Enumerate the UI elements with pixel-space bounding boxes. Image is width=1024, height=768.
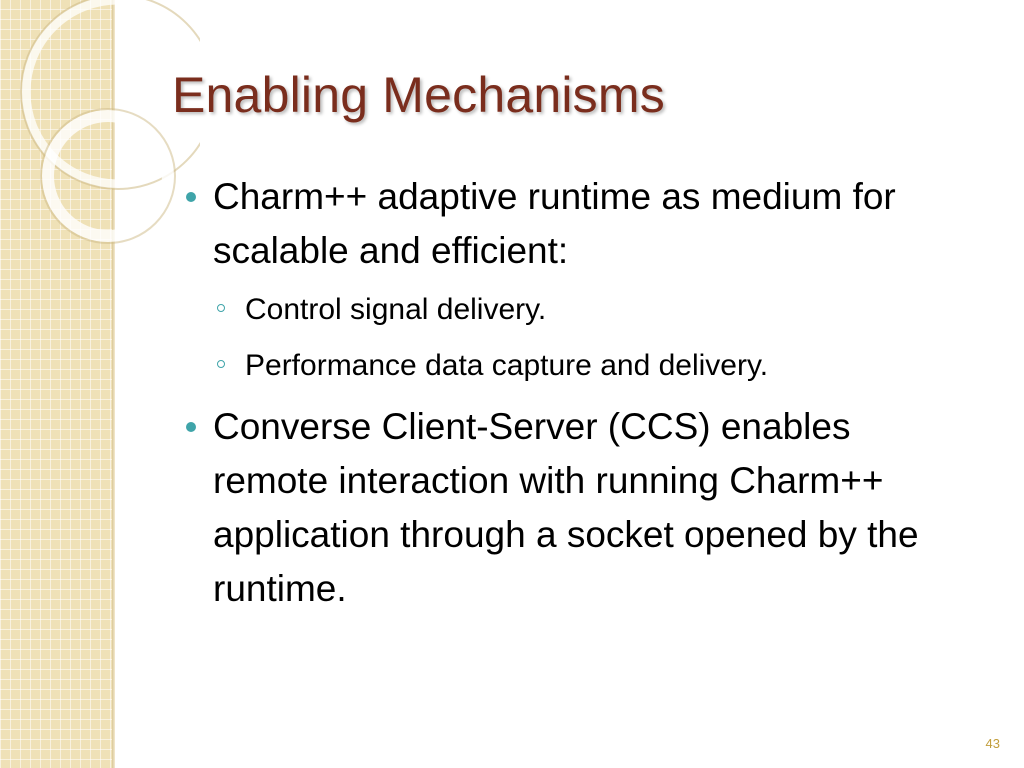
sub-bullet-icon — [217, 304, 225, 312]
sub-bullet-list — [213, 282, 962, 394]
sub-bullet-text: Performance data capture and delivery. — [245, 349, 769, 382]
bullet-text: Charm++ adaptive runtime as medium for scalable and efficient: — [213, 176, 896, 271]
sub-bullet-item — [213, 282, 962, 338]
bullet-item — [182, 400, 962, 616]
decorative-rings — [0, 0, 200, 260]
bullet-text: Converse Client-Server (CCS) enables remote interaction with running Charm++ application through a socket opened by the runtime. — [213, 406, 919, 609]
sub-bullet-item — [213, 338, 962, 394]
sub-bullet-icon — [217, 360, 225, 368]
bullet-item — [182, 170, 962, 394]
bullet-list — [182, 170, 962, 620]
bullet-icon — [186, 192, 196, 202]
bullet-icon — [186, 422, 196, 432]
page-number: 43 — [985, 736, 1000, 751]
sub-bullet-text: Control signal delivery. — [245, 293, 547, 326]
slide-title: Enabling Mechanisms — [172, 67, 665, 123]
